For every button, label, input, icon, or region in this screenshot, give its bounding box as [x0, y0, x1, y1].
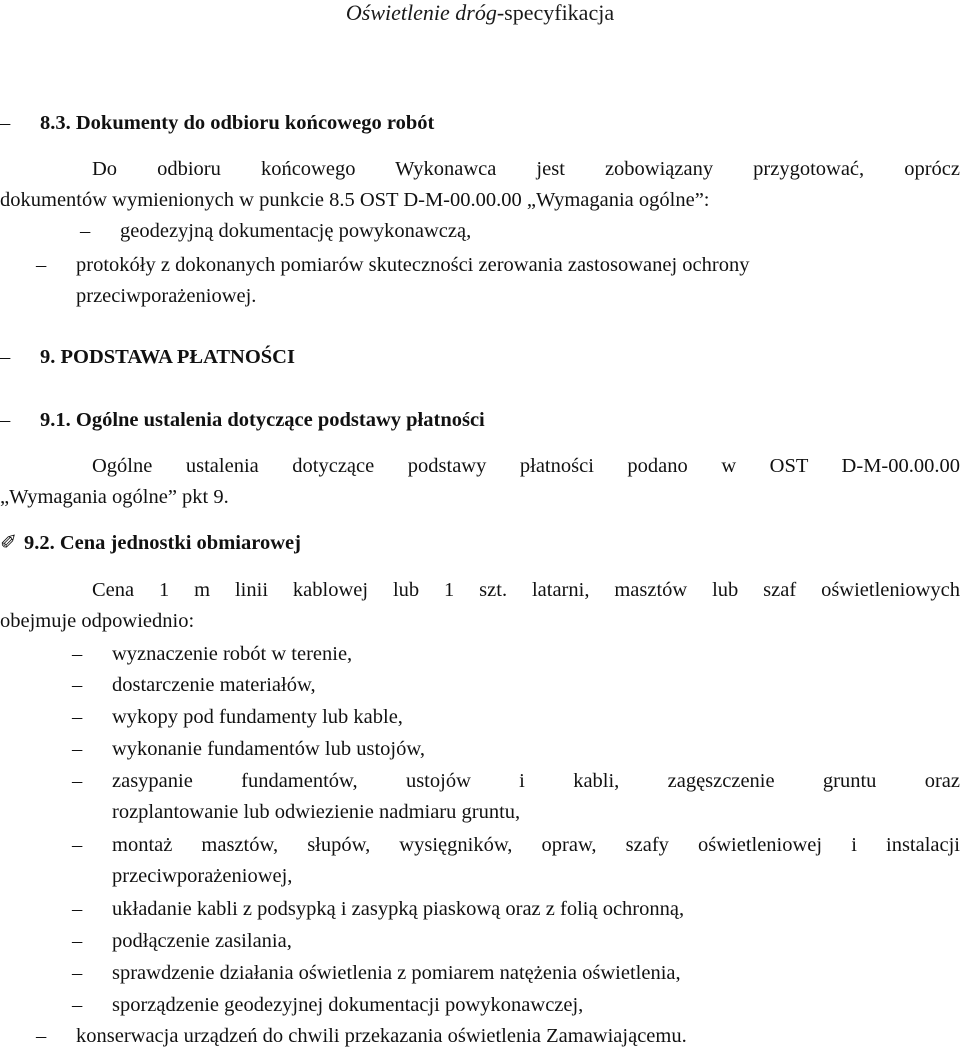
item-text: wykopy pod fundamenty lub kable,	[112, 706, 403, 728]
item-text: montaż masztów, słupów, wysięgników, opraw, szafy oświetleniowej i instalacji	[112, 834, 960, 856]
pencil-icon: ✐	[0, 532, 18, 554]
section-9-heading: 9. PODSTAWA PŁATNOŚCI	[40, 346, 295, 368]
section-9-2-heading: 9.2. Cena jednostki obmiarowej	[24, 532, 301, 554]
section-9-1-para-line2: „Wymagania ogólne” pkt 9.	[0, 486, 229, 508]
item-text: protokóły z dokonanych pomiarów skuteczności zerowania zastosowanej ochrony	[76, 254, 750, 276]
header-rest: -specyfikacja	[496, 0, 615, 25]
bullet-dash: –	[72, 770, 83, 792]
item-text: wyznaczenie robót w terenie,	[112, 643, 353, 665]
section-9-1-para-line1: Ogólne ustalenia dotyczące podstawy płatności podano w OST D-M-00.00.00	[92, 455, 960, 477]
section-9-2-item-6-cont: przeciwporażeniowej,	[112, 865, 293, 887]
section-9-2-item-5-cont: rozplantowanie lub odwiezienie nadmiaru gruntu,	[112, 801, 521, 823]
bullet-dash: –	[72, 834, 83, 856]
page-header	[0, 0, 960, 26]
bullet-dash: –	[0, 409, 11, 431]
section-9-2-para-line2: obejmuje odpowiednio:	[0, 610, 195, 632]
bullet-dash: –	[0, 112, 11, 134]
bullet-dash: –	[0, 346, 11, 368]
item-text: dostarczenie materiałów,	[112, 674, 316, 696]
item-text: konserwacja urządzeń do chwili przekazania oświetlenia Zamawiającemu.	[76, 1025, 687, 1047]
bullet-dash: –	[36, 254, 47, 276]
bullet-dash: –	[80, 220, 91, 242]
header-italic: Oświetlenie dróg	[345, 0, 497, 25]
bullet-dash: –	[72, 930, 83, 952]
section-8-3-para-line1: Do odbioru końcowego Wykonawca jest zobowiązany przygotować, oprócz	[92, 158, 960, 180]
section-9-1-heading: 9.1. Ogólne ustalenia dotyczące podstawy płatności	[40, 409, 485, 431]
bullet-dash: –	[72, 706, 83, 728]
section-8-3-para-line2: dokumentów wymienionych w punkcie 8.5 OST D-M-00.00.00 „Wymagania ogólne”:	[0, 189, 710, 211]
bullet-dash: –	[72, 898, 83, 920]
item-text: wykonanie fundamentów lub ustojów,	[112, 738, 425, 760]
bullet-dash: –	[72, 738, 83, 760]
item-text: podłączenie zasilania,	[112, 930, 292, 952]
item-text: sporządzenie geodezyjnej dokumentacji powykonawczej,	[112, 994, 584, 1016]
item-text: zasypanie fundamentów, ustojów i kabli, zagęszczenie gruntu oraz	[112, 770, 960, 792]
item-text: geodezyjną dokumentację powykonawczą,	[120, 220, 472, 242]
section-8-3-heading: 8.3. Dokumenty do odbioru końcowego robót	[40, 112, 435, 134]
item-text: układanie kabli z podsypką i zasypką piaskową oraz z folią ochronną,	[112, 898, 685, 920]
section-8-3-item-2-cont: przeciwporażeniowej.	[76, 285, 257, 307]
bullet-dash: –	[72, 994, 83, 1016]
bullet-dash: –	[72, 962, 83, 984]
section-9-2-para-line1: Cena 1 m linii kablowej lub 1 szt. latarni, masztów lub szaf oświetleniowych	[92, 579, 960, 601]
bullet-dash: –	[72, 674, 83, 696]
bullet-dash: –	[72, 643, 83, 665]
item-text: sprawdzenie działania oświetlenia z pomiarem natężenia oświetlenia,	[112, 962, 681, 984]
bullet-dash: –	[36, 1025, 47, 1047]
